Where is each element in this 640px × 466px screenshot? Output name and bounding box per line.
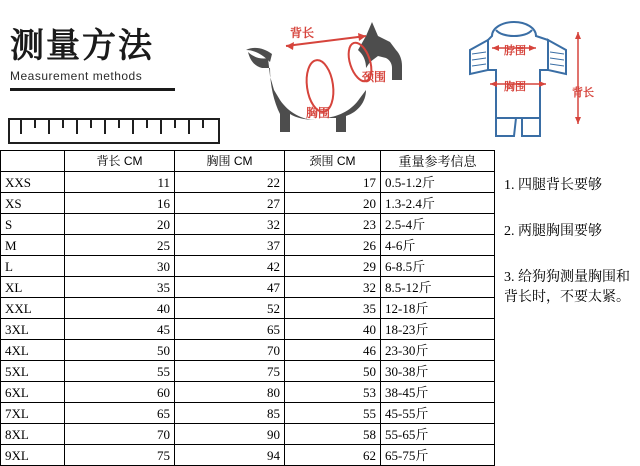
cell-size: XS bbox=[1, 193, 65, 214]
cell-chest: 80 bbox=[175, 382, 285, 403]
cell-size: 9XL bbox=[1, 445, 65, 466]
table-body bbox=[1, 172, 495, 466]
table-row bbox=[1, 319, 495, 340]
cell-neck: 17 bbox=[285, 172, 381, 193]
cell-chest: 47 bbox=[175, 277, 285, 298]
column-header-neck-girth: 颈围 CM bbox=[285, 151, 381, 172]
column-header-size bbox=[1, 151, 65, 172]
cell-neck: 26 bbox=[285, 235, 381, 256]
cell-weight: 30-38斤 bbox=[381, 361, 495, 382]
column-header-weight: 重量参考信息 bbox=[381, 151, 495, 172]
cell-weight: 0.5-1.2斤 bbox=[381, 172, 495, 193]
column-header-chest-girth: 胸围 CM bbox=[175, 151, 285, 172]
table-row bbox=[1, 277, 495, 298]
cell-back: 11 bbox=[65, 172, 175, 193]
cell-neck: 32 bbox=[285, 277, 381, 298]
cell-chest: 75 bbox=[175, 361, 285, 382]
table-row bbox=[1, 235, 495, 256]
cell-neck: 46 bbox=[285, 340, 381, 361]
cell-size: XL bbox=[1, 277, 65, 298]
cell-back: 50 bbox=[65, 340, 175, 361]
cell-back: 35 bbox=[65, 277, 175, 298]
cell-weight: 45-55斤 bbox=[381, 403, 495, 424]
cell-neck: 62 bbox=[285, 445, 381, 466]
cell-size: XXL bbox=[1, 298, 65, 319]
cell-weight: 1.3-2.4斤 bbox=[381, 193, 495, 214]
cell-chest: 52 bbox=[175, 298, 285, 319]
table-row bbox=[1, 403, 495, 424]
cell-neck: 29 bbox=[285, 256, 381, 277]
page-title: 测量方法 bbox=[10, 27, 154, 65]
cell-chest: 94 bbox=[175, 445, 285, 466]
cell-size: L bbox=[1, 256, 65, 277]
cell-chest: 42 bbox=[175, 256, 285, 277]
cell-weight: 65-75斤 bbox=[381, 445, 495, 466]
cell-size: 7XL bbox=[1, 403, 65, 424]
table-row bbox=[1, 424, 495, 445]
table-header bbox=[1, 151, 495, 172]
note-item: 2. 两腿胸围要够 bbox=[504, 224, 602, 239]
notes-panel bbox=[494, 150, 640, 460]
cell-chest: 32 bbox=[175, 214, 285, 235]
dog-silhouette-icon bbox=[240, 6, 440, 146]
table-row bbox=[1, 361, 495, 382]
cell-weight: 18-23斤 bbox=[381, 319, 495, 340]
cell-chest: 65 bbox=[175, 319, 285, 340]
cell-size: 5XL bbox=[1, 361, 65, 382]
cell-chest: 27 bbox=[175, 193, 285, 214]
size-table bbox=[0, 150, 495, 466]
cell-neck: 35 bbox=[285, 298, 381, 319]
table-row bbox=[1, 340, 495, 361]
cell-weight: 4-6斤 bbox=[381, 235, 495, 256]
cell-size: 4XL bbox=[1, 340, 65, 361]
cell-back: 25 bbox=[65, 235, 175, 256]
header-band bbox=[0, 0, 640, 150]
title-underline bbox=[10, 88, 175, 91]
cell-size: 3XL bbox=[1, 319, 65, 340]
cell-weight: 6-8.5斤 bbox=[381, 256, 495, 277]
cell-size: XXS bbox=[1, 172, 65, 193]
cell-chest: 22 bbox=[175, 172, 285, 193]
garment-label-chest-girth: 胸围 bbox=[504, 81, 526, 93]
cell-back: 65 bbox=[65, 403, 175, 424]
dog-diagram bbox=[240, 6, 440, 146]
page-subtitle: Measurement methods bbox=[10, 69, 143, 84]
table-row bbox=[1, 214, 495, 235]
garment-diagram bbox=[452, 6, 632, 146]
cell-weight: 38-45斤 bbox=[381, 382, 495, 403]
table-row bbox=[1, 382, 495, 403]
note-item: 3. 给狗狗测量胸围和背长时，不要太紧。 bbox=[504, 270, 630, 305]
cell-back: 70 bbox=[65, 424, 175, 445]
cell-chest: 37 bbox=[175, 235, 285, 256]
cell-weight: 12-18斤 bbox=[381, 298, 495, 319]
cell-size: 8XL bbox=[1, 424, 65, 445]
dog-label-chest-girth: 胸围 bbox=[306, 106, 331, 120]
cell-neck: 23 bbox=[285, 214, 381, 235]
cell-back: 60 bbox=[65, 382, 175, 403]
cell-neck: 50 bbox=[285, 361, 381, 382]
cell-back: 20 bbox=[65, 214, 175, 235]
cell-neck: 53 bbox=[285, 382, 381, 403]
table-row bbox=[1, 445, 495, 466]
column-header-back-length: 背长 CM bbox=[65, 151, 175, 172]
ruler-graphic bbox=[8, 118, 220, 144]
note-item: 1. 四腿背长要够 bbox=[504, 178, 602, 193]
cell-back: 40 bbox=[65, 298, 175, 319]
cell-back: 55 bbox=[65, 361, 175, 382]
cell-weight: 8.5-12斤 bbox=[381, 277, 495, 298]
cell-size: M bbox=[1, 235, 65, 256]
pet-clothing-icon bbox=[452, 6, 632, 146]
cell-neck: 55 bbox=[285, 403, 381, 424]
cell-weight: 23-30斤 bbox=[381, 340, 495, 361]
cell-size: 6XL bbox=[1, 382, 65, 403]
cell-size: S bbox=[1, 214, 65, 235]
table-row bbox=[1, 298, 495, 319]
cell-back: 45 bbox=[65, 319, 175, 340]
garment-label-back-length: 背长 bbox=[572, 87, 594, 99]
cell-neck: 20 bbox=[285, 193, 381, 214]
size-table-wrapper bbox=[0, 150, 494, 463]
table-row bbox=[1, 172, 495, 193]
cell-back: 75 bbox=[65, 445, 175, 466]
garment-label-neck-girth: 脖围 bbox=[504, 45, 526, 57]
cell-weight: 55-65斤 bbox=[381, 424, 495, 445]
title-block bbox=[10, 28, 230, 91]
cell-back: 30 bbox=[65, 256, 175, 277]
cell-chest: 85 bbox=[175, 403, 285, 424]
table-header-row bbox=[1, 151, 495, 172]
cell-chest: 90 bbox=[175, 424, 285, 445]
cell-weight: 2.5-4斤 bbox=[381, 214, 495, 235]
table-row bbox=[1, 193, 495, 214]
dog-label-neck-girth: 颈围 bbox=[362, 70, 387, 84]
cell-neck: 58 bbox=[285, 424, 381, 445]
table-row bbox=[1, 256, 495, 277]
dog-label-back-length: 背长 bbox=[290, 26, 315, 40]
cell-chest: 70 bbox=[175, 340, 285, 361]
cell-neck: 40 bbox=[285, 319, 381, 340]
cell-back: 16 bbox=[65, 193, 175, 214]
